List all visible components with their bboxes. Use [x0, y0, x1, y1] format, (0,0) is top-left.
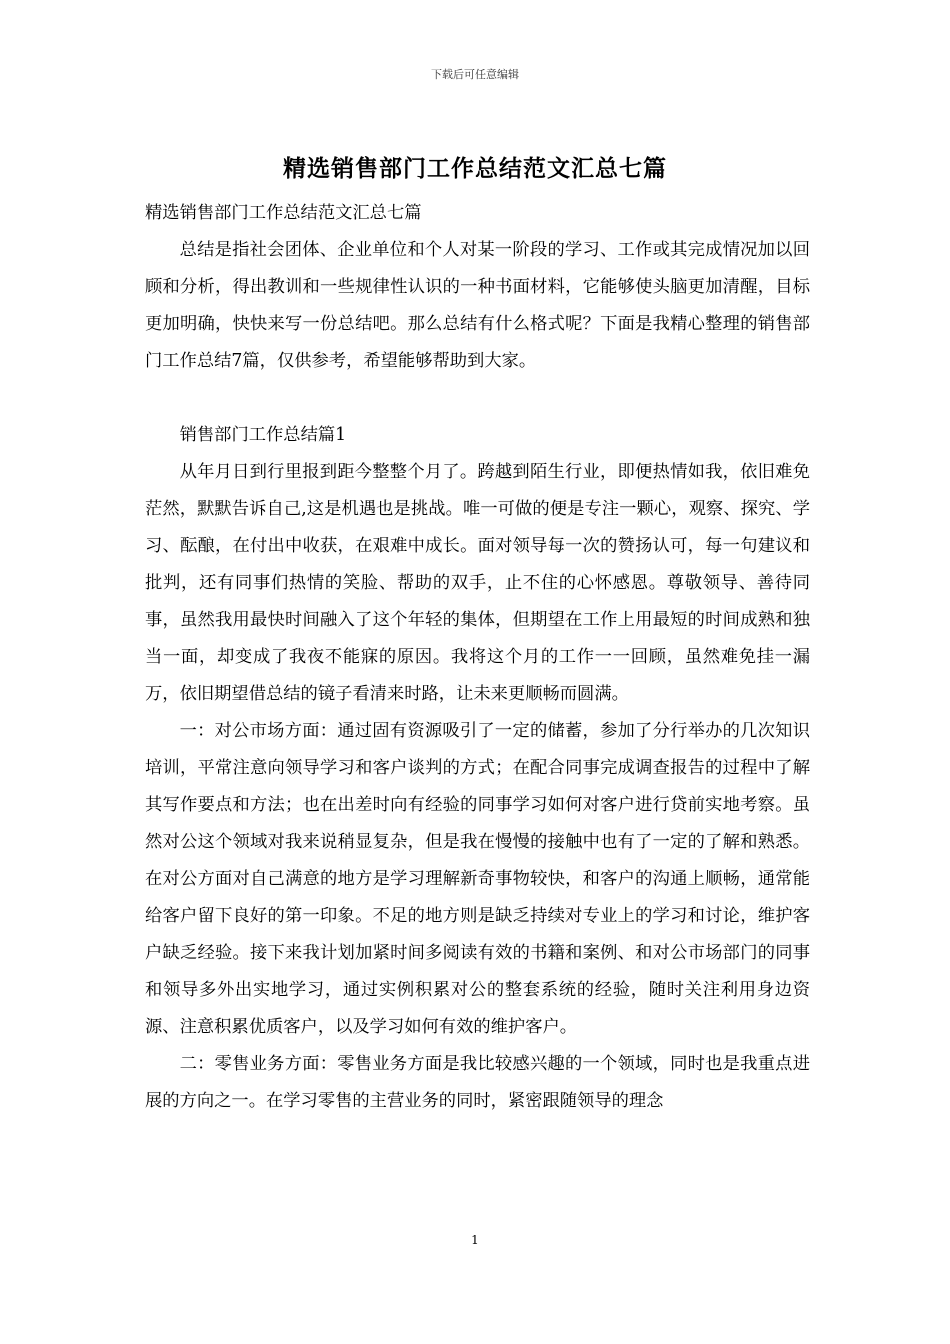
intro-paragraph: 总结是指社会团体、企业单位和个人对某一阶段的学习、工作或其完成情况加以回顾和分析，得出教训和一些规律性认识的一种书面材料，它能够使头脑更加清醒，目标更加明确，快快来写一份总结吧。那么总结有什么格式呢？下面是我精心整理的销售部门工作总结7篇，仅供参考，希望能够帮助到大家。: [145, 240, 810, 371]
section-heading: 销售部门工作总结篇1: [179, 425, 347, 445]
page-number: 1: [471, 1233, 479, 1247]
body-paragraph: 从年月日到行里报到距今整整个月了。跨越到陌生行业，即便热情如我，依旧难免茫然，默默告诉自己,这是机遇也是挑战。唯一可做的便是专注一颗心，观察、探究、学习、酝酿，在付出中收获，在艰难中成长。面对领导每一次的赞扬认可，每一句建议和批判，还有同事们热情的笑脸、帮助的双手，止不住的心怀感恩。尊敬领导、善待同事，虽然我用最快时间融入了这个年轻的集体，但期望在工作上用最短的时间成熟和独当一面，却变成了我夜不能寐的原因。我将这个月的工作一一回顾，虽然难免挂一漏万，依旧期望借总结的镜子看清来时路，让未来更顺畅而圆满。: [145, 462, 810, 704]
document-subtitle: 精选销售部门工作总结范文汇总七篇: [145, 203, 422, 223]
body-paragraph: 一：对公市场方面：通过固有资源吸引了一定的储蓄，参加了分行举办的几次知识培训，平常注意向领导学习和客户谈判的方式；在配合同事完成调查报告的过程中了解其写作要点和方法；也在出差时向有经验的同事学习如何对客户进行贷前实地考察。虽然对公这个领域对我来说稍显复杂，但是我在慢慢的接触中也有了一定的了解和熟悉。在对公方面对自己满意的地方是学习理解新奇事物较快，和客户的沟通上顺畅，通常能给客户留下良好的第一印象。不足的地方则是缺乏持续对专业上的学习和讨论，维护客户缺乏经验。接下来我计划加紧时间多阅读有效的书籍和案例、和对公市场部门的同事和领导多外出实地学习，通过实例积累对公的整套系统的经验，随时关注利用身边资源、注意积累优质客户，以及学习如何有效的维护客户。: [145, 721, 810, 1037]
body-paragraph: 二：零售业务方面：零售业务方面是我比较感兴趣的一个领域，同时也是我重点进展的方向之一。在学习零售的主营业务的同时，紧密跟随领导的理念: [145, 1054, 810, 1111]
document-title: 精选销售部门工作总结范文汇总七篇: [283, 155, 667, 182]
document-body: [145, 195, 810, 1120]
header-note: 下载后可任意编辑: [431, 68, 519, 81]
